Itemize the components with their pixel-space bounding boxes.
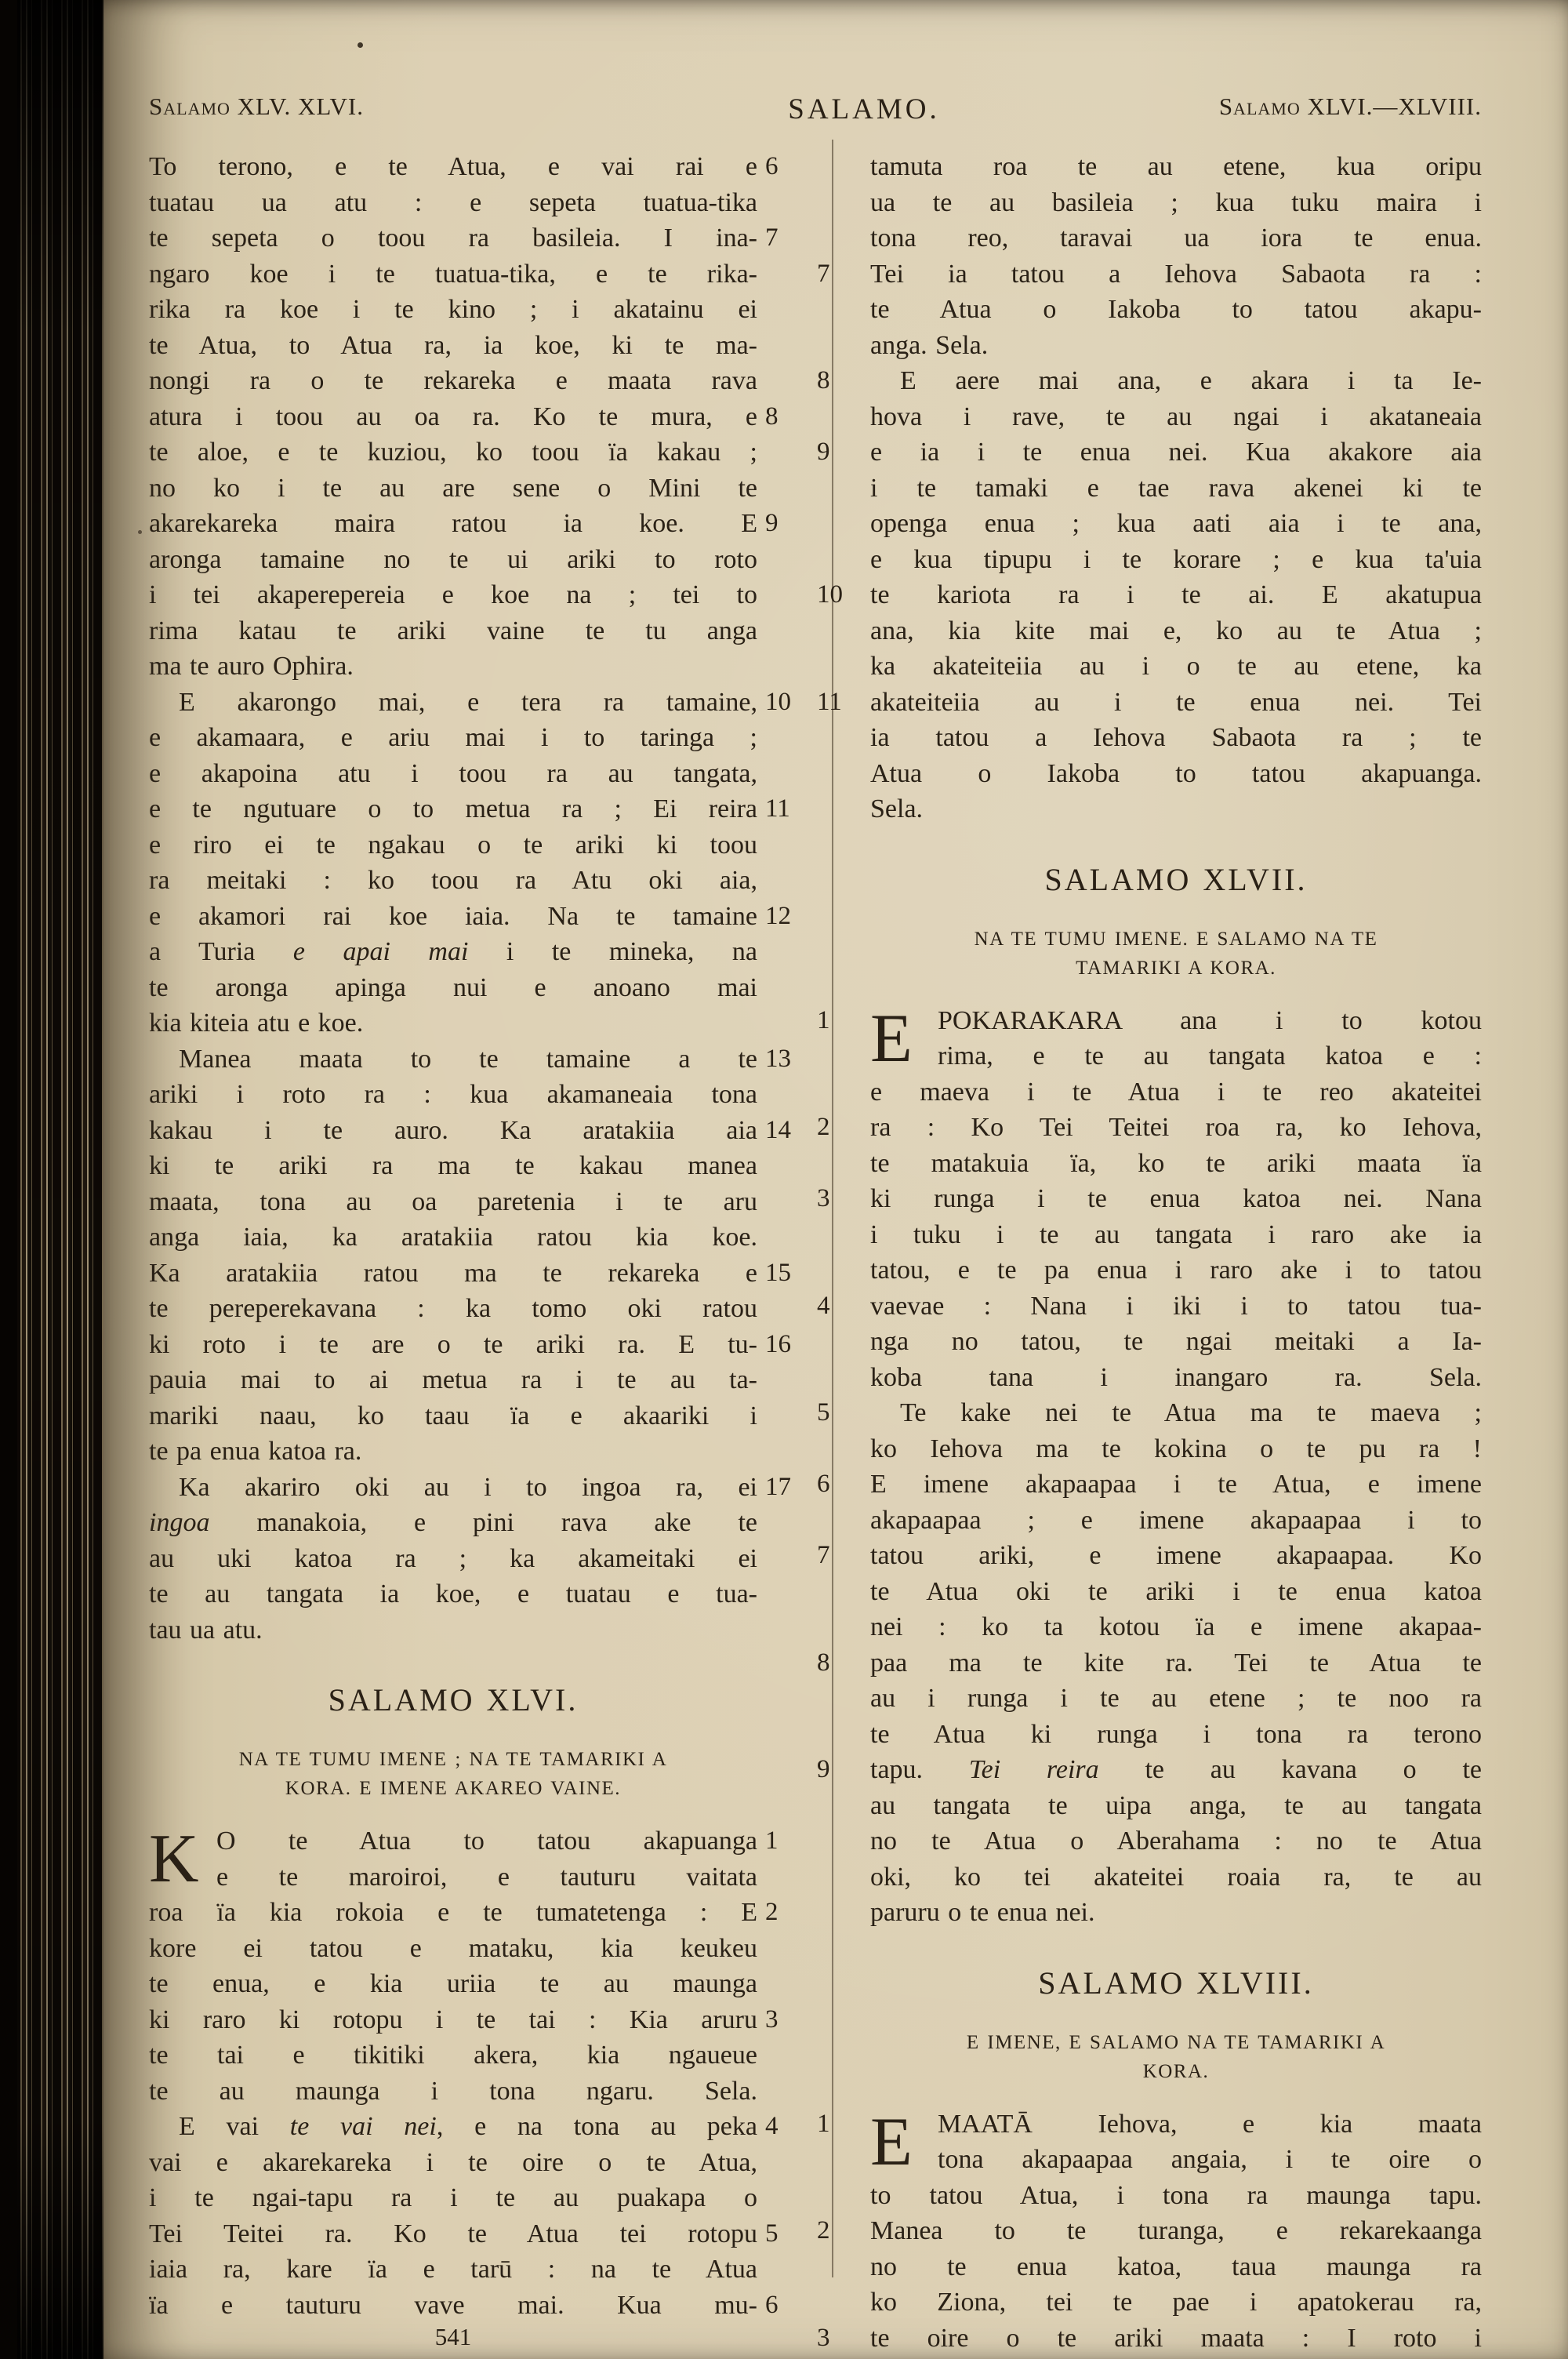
verse-line: rima, e te au tangata katoa e : [938, 1041, 1482, 1070]
verse-number: 9 [817, 1755, 830, 1783]
verse-line: te aronga apinga nui e anoano mai [149, 972, 757, 1002]
verse-line: openga enua ; kua aati aia i te ana, [870, 509, 1482, 538]
book-binding-edge [0, 0, 103, 2359]
verse-number: 10 [765, 687, 791, 716]
verse-line: e akamaara, e ariu mai i to taringa ; [149, 723, 757, 752]
verse-line: te pereperekavana : ka tomo oki ratou [149, 1294, 757, 1323]
verse-line: 2 Manea to te turanga, e rekarekaanga [870, 2213, 1482, 2249]
verse-line: mariki naau, ko taau ïa e akaariki i [149, 1401, 757, 1430]
psalm-title: SALAMO XLVII. [1044, 861, 1308, 897]
verse-line: 9 akarekareka maira ratou ia koe. E [149, 506, 757, 542]
psalm-title: SALAMO XLVI. [328, 1682, 579, 1717]
verse-line: e kua tipupu i te korare ; e kua ta'uia [870, 544, 1482, 574]
verse-number: 10 [817, 580, 843, 609]
psalm-heading [870, 1965, 1482, 2086]
verse-line: kia kiteia atu e koe. [149, 1009, 364, 1038]
verse-line: hova i rave, te au ngai i akataneaia [870, 402, 1482, 431]
verse-number: 2 [817, 1113, 830, 1141]
verse-line: 7 Tei ia tatou a Iehova Sabaota ra : [870, 256, 1482, 293]
verse-number: 7 [817, 259, 830, 288]
verse-line: tamuta roa te au etene, kua oripu [870, 152, 1482, 181]
verse-line: ko Iehova ma te kokina o te pu ra ! [870, 1434, 1482, 1463]
verse-line: e maeva i te Atua i te reo akateitei [870, 1077, 1482, 1107]
verse-line: 3 te oire o te ariki maata : I roto i [870, 2321, 1482, 2357]
verse-line: no te Atua o Aberahama : no te Atua [870, 1826, 1482, 1856]
verse-line: maata, tona au oa paretenia i te aru [149, 1187, 757, 1216]
verse-line: oki, ko tei akateitei roaia ra, te au [870, 1862, 1482, 1892]
verse-line: to tatou Atua, i tona ra maunga tapu. [870, 2180, 1482, 2210]
verse-number: 5 [765, 2219, 779, 2248]
verse-line: rima katau te ariki vaine te tu anga [149, 616, 757, 645]
verse-number: 7 [817, 1541, 830, 1569]
verse-line: 11 e te ngutuare o to metua ra ; Ei reira [149, 791, 757, 827]
verse-line: 2 roa ïa kia rokoia e te tumatetenga : E [149, 1895, 757, 1931]
verse-line: Sela. [870, 794, 924, 823]
verse-line: 6 E imene akapaapaa i te Atua, e imene [870, 1467, 1482, 1503]
verse-line: nga no tatou, te ngai meitaki a Ia- [870, 1327, 1482, 1356]
verse-line: ra meitaki : ko toou ra Atu oki aia, [149, 866, 757, 895]
verse-number: 4 [765, 2112, 779, 2140]
text-column-right [817, 149, 1482, 2356]
running-head-right: Salamo XLVI.—XLVIII. [1218, 93, 1482, 120]
verse-line: 10 te kariota ra i te ai. E akatupua [870, 577, 1482, 613]
verse-line: 2 ra : Ko Tei Teitei roa ra, ko Iehova, [870, 1110, 1482, 1146]
verse-line: pauia mai to ai metua ra i te au ta- [149, 1365, 757, 1394]
verse-line: 11 akateiteiia au i te enua nei. Tei [870, 685, 1482, 721]
verse-line: no te enua katoa, taua maunga ra [870, 2252, 1482, 2281]
verse-number: 3 [817, 1184, 830, 1212]
verse-line: ariki i roto ra : kua akamaneaia tona [149, 1080, 757, 1109]
verse-line: vai e akarekareka i te oire o te Atua, [149, 2147, 757, 2177]
verse-line: 16 ki roto i te are o te ariki ra. E tu- [149, 1327, 757, 1363]
verse-number: 2 [765, 1898, 779, 1926]
verse-number: 16 [765, 1329, 791, 1358]
verse-number: 11 [765, 794, 790, 823]
psalm-subtitle-line: TAMARIKI A KORA. [1076, 957, 1276, 979]
verse-number: 1 [765, 1826, 779, 1855]
verse-line: akapaapaa ; e imene akapaapaa i to [870, 1505, 1482, 1535]
verse-number: 8 [817, 366, 830, 394]
verse-number: 6 [765, 2290, 779, 2319]
verse-line: 6 ïa e tauturu vave mai. Kua mu- [149, 2288, 757, 2324]
verse-line: te matakuia ïa, ko te ariki maata ïa [870, 1148, 1482, 1178]
verse-line: anga iaia, ka aratakiia ratou kia koe. [149, 1223, 757, 1252]
ink-speck [358, 42, 363, 48]
verse-line: te tai e tikitiki akera, kia ngaueue [149, 2041, 757, 2070]
verse-line: ki te ariki ra ma te kakau manea [149, 1151, 757, 1180]
verse-line: koba tana i inangaro ra. Sela. [870, 1362, 1482, 1392]
verse-number: 13 [765, 1044, 791, 1073]
verse-line: ko Ziona, tei te pae i apatokerau ra, [870, 2288, 1482, 2317]
verse-line: 7 te sepeta o toou ra basileia. I ina- [149, 220, 757, 256]
verse-line: 5 Te kake nei te Atua ma te maeva ; [870, 1395, 1482, 1431]
verse-line: ngaro koe i te tuatua-tika, e te rika- [149, 259, 757, 289]
psalm-subtitle-line: NA TE TUMU IMENE ; NA TE TAMARIKI A [238, 1749, 668, 1770]
verse-number: 12 [765, 901, 791, 930]
verse-line: tuatau ua atu : e sepeta tuatua-tika [149, 187, 757, 217]
verse-line: 15 Ka aratakiia ratou ma te rekareka e [149, 1256, 757, 1292]
verse-line: te aloe, e te kuziou, ko toou ïa kakau ; [149, 438, 757, 467]
verse-line: te Atua ki runga i tona ra terono [870, 1719, 1482, 1749]
verse-line: 1 K O te Atua to tatou akapuanga [149, 1823, 757, 1859]
verse-line: tau ua atu. [149, 1615, 263, 1645]
verse-line: i tuku i te au tangata i raro ake ia [870, 1219, 1482, 1249]
ink-speck [138, 530, 142, 534]
verse-line: te enua, e kia uriia te au maunga [149, 1969, 757, 1998]
verse-line: au tangata te uipa anga, te au tangata [870, 1790, 1482, 1820]
stacked-page-edges [17, 0, 103, 2359]
verse-line: 4 E vai te vai nei, e na tona au peka [149, 2109, 757, 2145]
verse-number: 4 [817, 1291, 830, 1320]
verse-line: i te tamaki e tae rava akenei ki te [870, 473, 1482, 503]
drop-cap: E [870, 2103, 913, 2180]
verse-line: 6 To terono, e te Atua, e vai rai e [149, 149, 757, 185]
verse-line: 1 E POKARAKARA ana i to kotou [817, 1000, 1482, 1077]
verse-number: 11 [817, 687, 842, 716]
verse-number: 6 [765, 152, 779, 180]
verse-number: 9 [765, 509, 779, 537]
verse-line: 3 ki raro ki rotopu i te tai : Kia aruru [149, 2002, 757, 2038]
verse-line: 12 e akamori rai koe iaia. Na te tamaine [149, 899, 757, 935]
verse-line: ia tatou a Iehova Sabaota ra ; te [870, 723, 1482, 752]
verse-line: e te maroiroi, e tauturu vaitata [216, 1862, 757, 1892]
verse-number: 9 [817, 438, 830, 466]
verse-line: 17 Ka akariro oki au i to ingoa ra, ei [149, 1470, 757, 1506]
verse-line: te Atua oki te ariki i te enua katoa [870, 1576, 1482, 1606]
verse-number: 14 [765, 1115, 791, 1144]
verse-line: au uki katoa ra ; ka akameitaki ei [149, 1543, 757, 1573]
verse-line: rika ra koe i te kino ; i akatainu ei [149, 295, 757, 324]
verse-line: 4 vaevae : Nana i iki i to tatou tua- [870, 1289, 1482, 1325]
verse-number: 8 [765, 402, 779, 431]
verse-number: 3 [817, 2323, 830, 2352]
verse-line: 1 E MAATĀ Iehova, e kia maata [817, 2103, 1482, 2180]
verse-line: i te ngai-tapu ra i te au puakapa o [149, 2183, 757, 2212]
verse-line: ana, kia kite mai e, ko au te Atua ; [870, 616, 1482, 645]
verse-line: e riro ei te ngakau o te ariki ki toou [149, 830, 757, 860]
verse-line: aronga tamaine no te ui ariki to roto [149, 544, 757, 574]
verse-line: anga. Sela. [870, 330, 989, 360]
running-head [149, 93, 1482, 130]
verse-line: ka akateiteiia au i o te au etene, ka [870, 652, 1482, 681]
verse-line: te au tangata ia koe, e tuatau e tua- [149, 1579, 757, 1608]
drop-cap: E [870, 1000, 913, 1077]
verse-line: 8 E aere mai ana, e akara i ta Ie- [870, 363, 1482, 399]
verse-line: au i runga i te au etene ; te noo ra [870, 1684, 1482, 1713]
page-number: 541 [434, 2323, 472, 2350]
psalm-subtitle-line: E IMENE, E SALAMO NA TE TAMARIKI A [966, 2031, 1386, 2053]
verse-number: 5 [817, 1398, 830, 1427]
verse-line: ingoa manakoia, e pini rava ake te [149, 1508, 757, 1537]
verse-line: te pa enua katoa ra. [149, 1437, 362, 1466]
verse-number: 1 [817, 1005, 830, 1034]
psalm-title: SALAMO XLVIII. [1038, 1965, 1314, 2001]
verse-line: tona reo, taravai ua iora te enua. [870, 224, 1482, 253]
verse-line: 7 tatou ariki, e imene akapaapaa. Ko [870, 1538, 1482, 1574]
psalm-heading [870, 862, 1482, 983]
verse-line: a Turia e apai mai i te mineka, na [149, 937, 757, 966]
verse-line: 9 tapu. Tei reira te au kavana o te [870, 1752, 1482, 1788]
psalm-heading [149, 1682, 757, 1803]
verse-number: 17 [765, 1472, 791, 1501]
verse-line: i tei akaperepereia e koe na ; tei to [149, 580, 757, 609]
psalm-subtitle-line: NA TE TUMU IMENE. E SALAMO NA TE [974, 928, 1378, 950]
verse-line: e akapoina atu i toou ra au tangata, [149, 758, 757, 788]
verse-line: iaia ra, kare ïa e tarū : na te Atua [149, 2255, 757, 2284]
verse-line: te Atua, to Atua ra, ia koe, ki te ma- [149, 330, 757, 360]
verse-line: tona akapaapaa angaia, i te oire o [938, 2145, 1482, 2174]
page [103, 0, 1568, 2359]
verse-line: 3 ki runga i te enua katoa nei. Nana [870, 1181, 1482, 1217]
drop-cap: K [149, 1821, 199, 1897]
verse-line: Atua o Iakoba to tatou akapuanga. [870, 758, 1482, 788]
verse-line: nei : ko ta kotou ïa e imene akapaa- [870, 1612, 1482, 1641]
verse-number: 8 [817, 1648, 830, 1677]
verse-line: 8 paa ma te kite ra. Tei te Atua te [870, 1645, 1482, 1681]
verse-line: te Atua o Iakoba to tatou akapu- [870, 295, 1482, 324]
verse-number: 2 [817, 2216, 830, 2245]
psalm-subtitle-line: KORA. E IMENE AKAREO VAINE. [285, 1778, 622, 1799]
verse-line: nongi ra o te rekareka e maata rava [149, 366, 757, 395]
verse-line: tatou, e te pa enua i raro ake i to tatou [870, 1256, 1482, 1285]
verse-line: 9 e ia i te enua nei. Kua akakore aia [870, 434, 1482, 471]
verse-line: 14 kakau i te auro. Ka aratakiia aia [149, 1113, 757, 1149]
verse-line: 13 Manea maata to te tamaine a te [149, 1041, 757, 1078]
verse-line: te au maunga i tona ngaru. Sela. [149, 2076, 757, 2106]
running-head-left: Salamo XLV. XLVI. [149, 93, 364, 120]
verse-line: kore ei tatou e mataku, kia keukeu [149, 1933, 757, 1963]
psalm-subtitle-line: KORA. [1142, 2060, 1210, 2082]
verse-line: no ko i te au are sene o Mini te [149, 473, 757, 503]
verse-number: 1 [817, 2109, 830, 2138]
text-column-left [149, 149, 791, 2323]
verse-line: ma te auro Ophira. [149, 652, 354, 681]
verse-number: 6 [817, 1470, 830, 1498]
verse-number: 3 [765, 2005, 779, 2034]
verse-line: 5 Tei Teitei ra. Ko te Atua tei rotopu [149, 2216, 757, 2252]
verse-number: 7 [765, 224, 779, 252]
running-head-center: SALAMO. [788, 93, 940, 125]
verse-line: 10 E akarongo mai, e tera ra tamaine, [149, 685, 757, 721]
verse-line: 8 atura i toou au oa ra. Ko te mura, e [149, 399, 757, 435]
verse-number: 15 [765, 1258, 791, 1287]
verse-line: paruru o te enua nei. [870, 1898, 1095, 1927]
verse-line: ua te au basileia ; kua tuku maira i [870, 187, 1482, 217]
